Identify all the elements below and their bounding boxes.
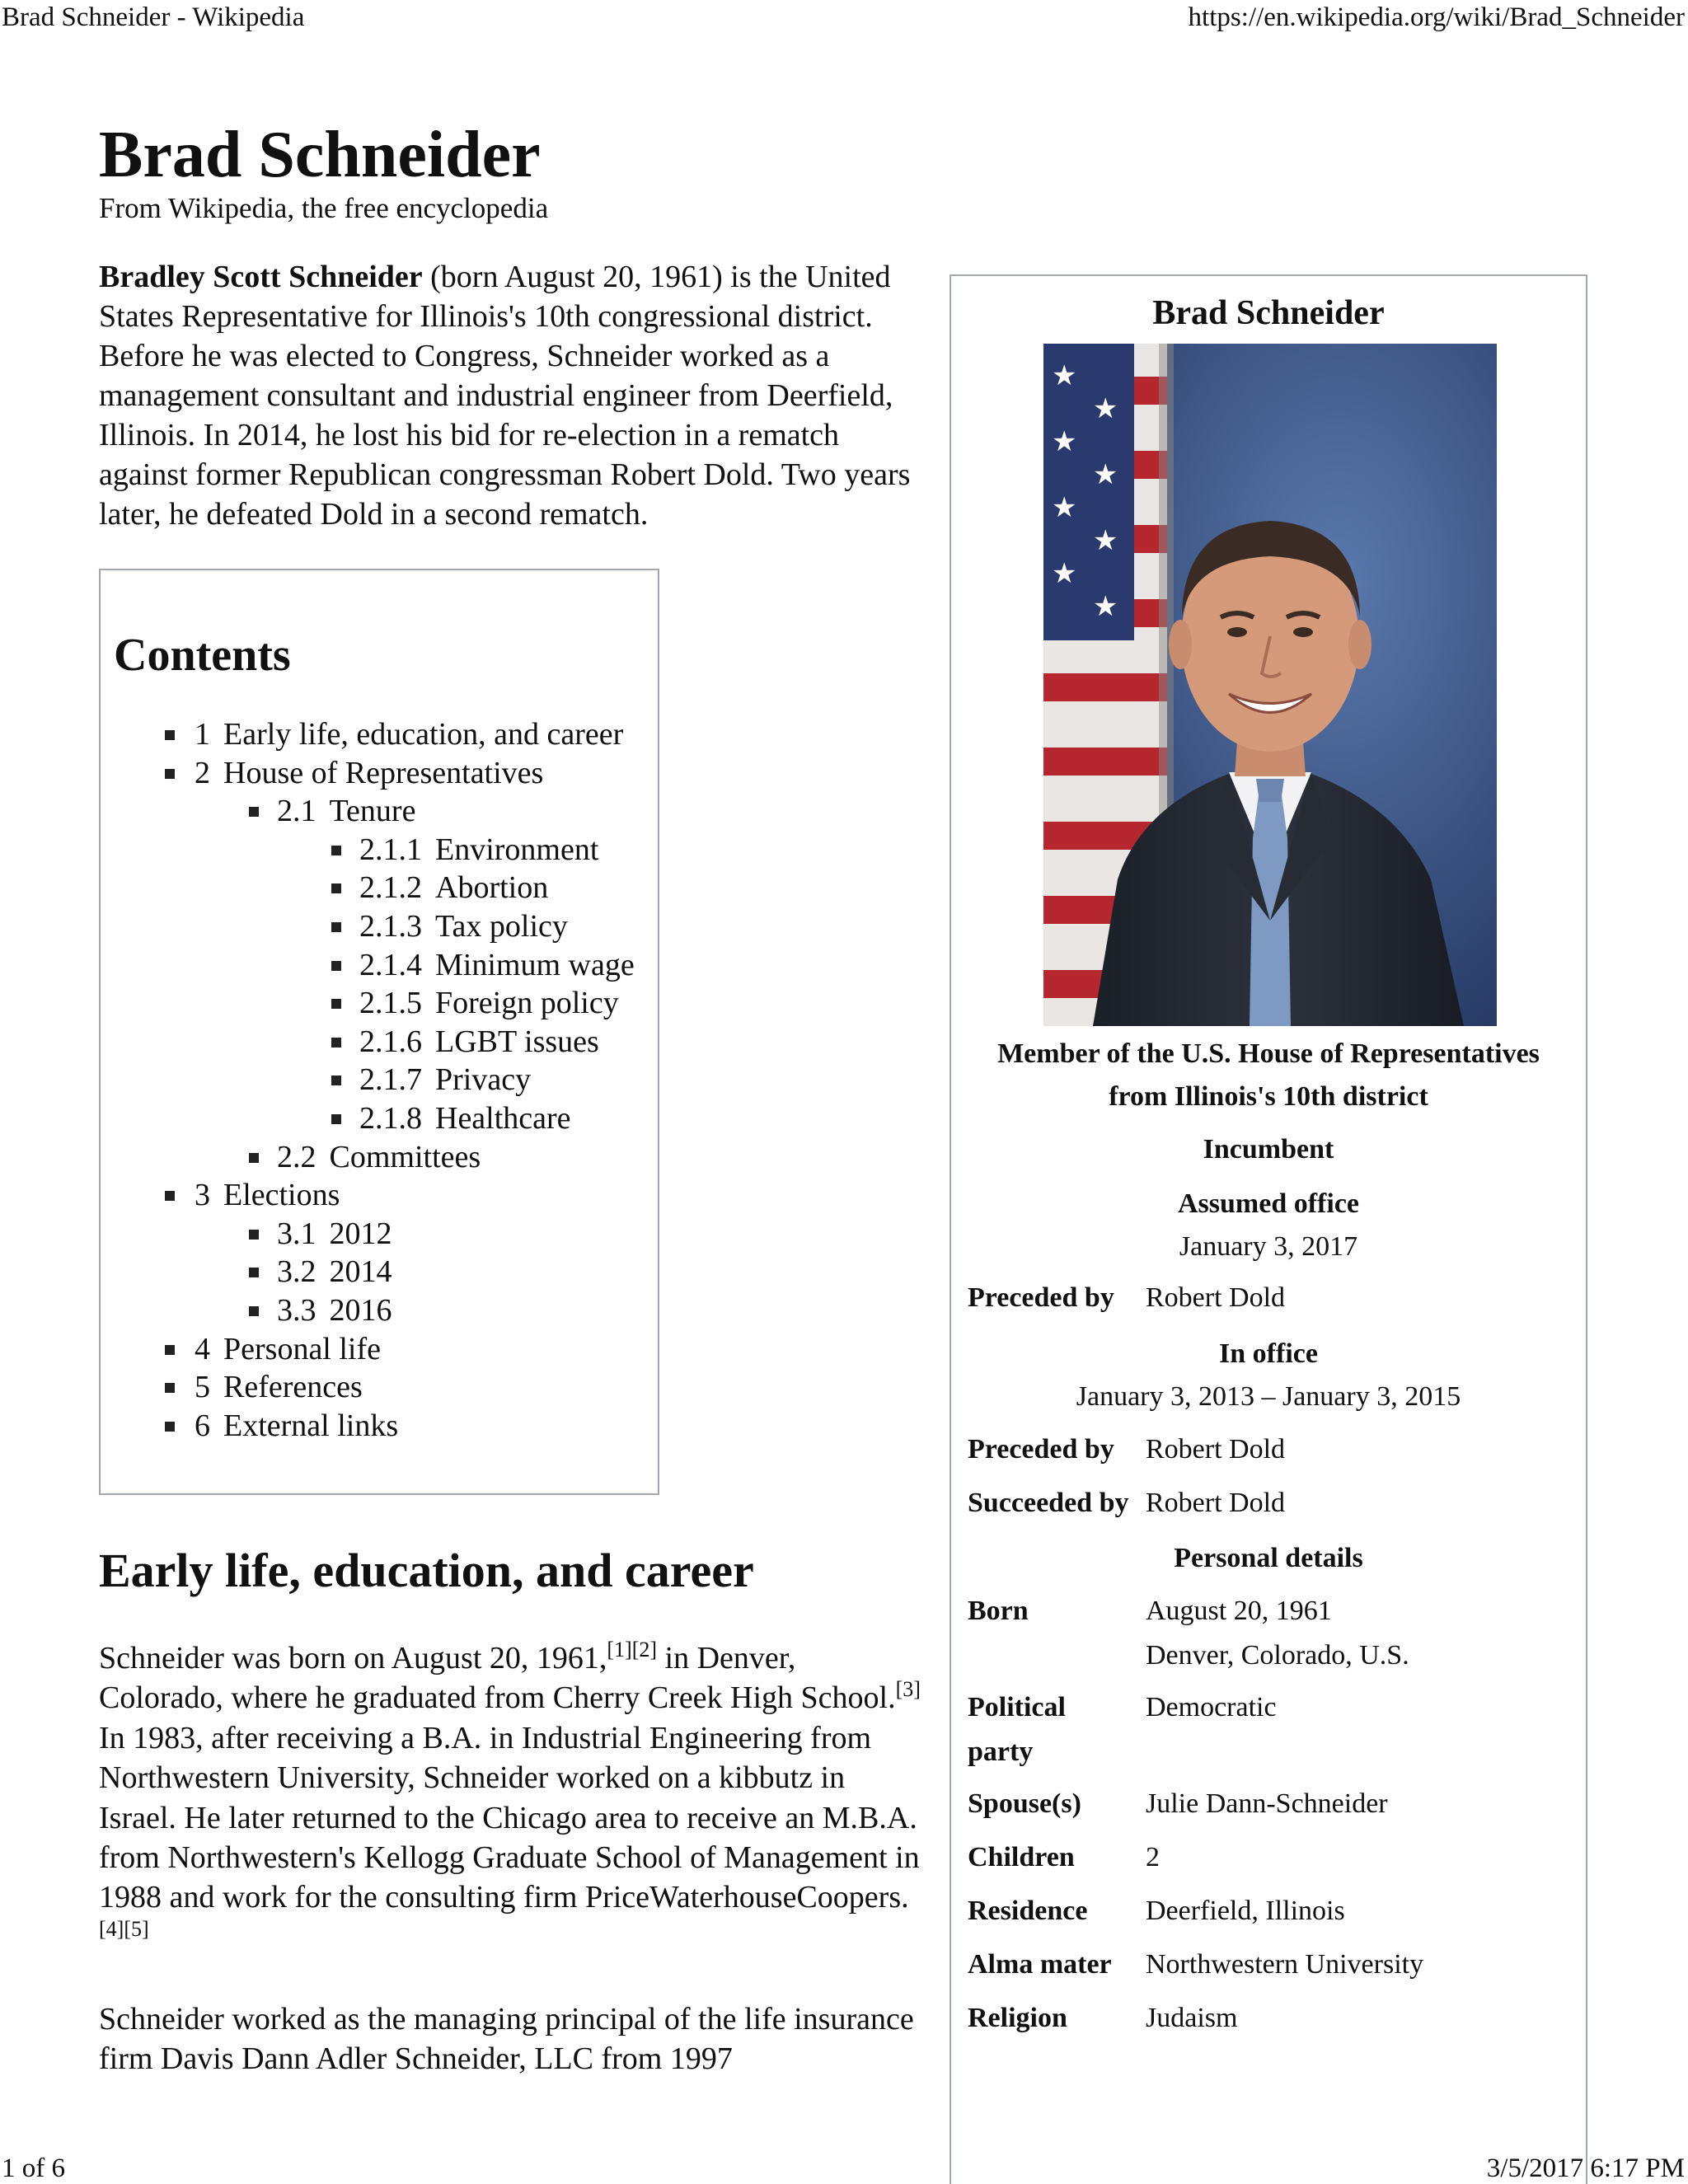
toc-item-3-2[interactable]: 3.2 2014	[101, 1253, 635, 1291]
succeeded-by-label: Succeeded by	[968, 1488, 1129, 1518]
bullet-icon	[165, 1383, 175, 1393]
infobox	[950, 274, 1587, 2184]
born-date: August 20, 1961	[1146, 1596, 1332, 1626]
toc-item-4[interactable]: 4 Personal life	[101, 1330, 635, 1369]
svg-text:★: ★	[1052, 425, 1077, 458]
religion-value[interactable]: Judaism	[1146, 2003, 1238, 2033]
print-datetime: 3/5/2017 6:17 PM	[1486, 2154, 1685, 2183]
residence-value[interactable]: Deerfield, Illinois	[1146, 1896, 1345, 1926]
bullet-icon	[331, 883, 341, 893]
party-label-line-2: party	[968, 1736, 1034, 1767]
svg-text:★: ★	[1093, 524, 1118, 557]
bullet-icon	[331, 846, 341, 855]
bullet-icon	[331, 1038, 341, 1047]
svg-text:★: ★	[1052, 557, 1077, 590]
bullet-icon	[165, 1191, 175, 1201]
alma-mater-label: Alma mater	[968, 1949, 1112, 1980]
svg-text:★: ★	[1052, 491, 1077, 524]
toc-item-2-1-8[interactable]: 2.1.8 Healthcare	[101, 1099, 635, 1138]
toc-item-2-1-1[interactable]: 2.1.1 Environment	[101, 831, 635, 869]
toc-item-2-1-6[interactable]: 2.1.6 LGBT issues	[101, 1023, 635, 1062]
toc-item-1[interactable]: 1 Early life, education, and career	[101, 715, 635, 754]
svg-text:★: ★	[1093, 590, 1118, 623]
print-header-url: https://en.wikipedia.org/wiki/Brad_Schneider	[1188, 2, 1685, 32]
bullet-icon	[249, 1153, 259, 1163]
table-of-contents	[99, 569, 659, 1495]
portrait-photo	[1043, 344, 1497, 1026]
lead-paragraph	[99, 257, 923, 534]
bullet-icon	[331, 999, 341, 1009]
toc-item-2-2[interactable]: 2.2 Committees	[101, 1138, 635, 1177]
preceded-by-label-1: Preceded by	[968, 1282, 1114, 1313]
infobox-title: Brad Schneider	[1152, 294, 1385, 332]
toc-item-2[interactable]: 2 House of Representatives	[101, 754, 635, 793]
assumed-office-label: Assumed office	[1177, 1188, 1360, 1219]
toc-item-6[interactable]: 6 External links	[101, 1407, 635, 1446]
reference-link-1[interactable]: [1]	[607, 1638, 632, 1661]
bullet-icon	[331, 1114, 341, 1124]
early-life-paragraph-2: Schneider worked as the managing principal of the life insurance firm Davis Dann Adler Schneider, LLC from 1997	[99, 2002, 914, 2077]
bullet-icon	[331, 922, 341, 932]
toc-item-2-1-5[interactable]: 2.1.5 Foreign policy	[101, 984, 635, 1023]
in-office-label: In office	[1219, 1338, 1318, 1369]
print-header-title: Brad Schneider - Wikipedia	[2, 2, 305, 32]
site-tagline: From Wikipedia, the free encyclopedia	[99, 192, 549, 224]
toc-list	[101, 715, 635, 1445]
born-place[interactable]: Denver, Colorado, U.S.	[1146, 1640, 1409, 1671]
svg-text:★: ★	[1052, 359, 1077, 392]
children-value: 2	[1146, 1842, 1160, 1872]
section-heading-early-life: Early life, education, and career	[99, 1544, 754, 1597]
bullet-icon	[165, 1422, 175, 1432]
reference-link-3[interactable]: [3]	[895, 1677, 921, 1702]
preceded-by-value-2[interactable]: Robert Dold	[1146, 1434, 1286, 1465]
toc-title: Contents	[114, 630, 291, 681]
early-life-paragraph-1: Schneider was born on August 20, 1961,[1][2] in Denver, Colorado, where he graduated from Cherry Creek High School.[3] In 1983, after receiving a B.A. in Industrial Engineering from Northwestern University, Schneider worked on a kibbutz in Israel. He later returned to the Chicago area to receive an M.B.A. from Northwestern's Kellogg Graduate School of Management in 1988 and work for the consulting firm PriceWaterhouseCoopers.[4][5]	[99, 1638, 921, 1941]
reference-link-4[interactable]: [4]	[99, 1916, 124, 1941]
reference-link-2[interactable]: [2]	[631, 1638, 658, 1661]
party-label-line-1: Political	[968, 1692, 1066, 1722]
toc-item-2-1-4[interactable]: 2.1.4 Minimum wage	[101, 946, 635, 985]
incumbent-label: Incumbent	[1203, 1134, 1334, 1165]
toc-item-3-3[interactable]: 3.3 2016	[101, 1291, 635, 1330]
party-value[interactable]: Democratic	[1146, 1692, 1277, 1722]
svg-text:★: ★	[1093, 392, 1118, 425]
in-office-dates: January 3, 2013 – January 3, 2015	[1076, 1381, 1461, 1412]
lead-bold-name: Bradley Scott Schneider	[99, 260, 423, 294]
bullet-icon	[249, 1306, 259, 1316]
succeeded-by-value[interactable]: Robert Dold	[1146, 1488, 1286, 1518]
preceded-by-value-1[interactable]: Robert Dold	[1146, 1282, 1286, 1313]
reference-link-5[interactable]: [5]	[124, 1916, 149, 1941]
preceded-by-label-2: Preceded by	[968, 1434, 1114, 1465]
office-title-line-1: Member of the U.S. House of Representatives	[997, 1038, 1540, 1069]
spouse-value: Julie Dann-Schneider	[1146, 1788, 1388, 1819]
assumed-office-date: January 3, 2017	[1179, 1231, 1358, 1262]
bullet-icon	[249, 1230, 259, 1240]
bullet-icon	[331, 961, 341, 971]
religion-label: Religion	[968, 2003, 1067, 2033]
toc-item-3-1[interactable]: 3.1 2012	[101, 1215, 635, 1254]
personal-details-header: Personal details	[1174, 1543, 1363, 1573]
alma-mater-value[interactable]: Northwestern University	[1146, 1949, 1424, 1980]
spouse-label: Spouse(s)	[968, 1788, 1081, 1819]
bullet-icon	[249, 1268, 259, 1277]
svg-text:★: ★	[1093, 458, 1118, 491]
bullet-icon	[331, 1076, 341, 1085]
born-label: Born	[968, 1596, 1029, 1626]
toc-item-5[interactable]: 5 References	[101, 1368, 635, 1407]
office-title-line-2: from Illinois's 10th district	[1109, 1081, 1428, 1112]
toc-item-2-1-2[interactable]: 2.1.2 Abortion	[101, 869, 635, 907]
toc-item-2-1-3[interactable]: 2.1.3 Tax policy	[101, 907, 635, 946]
print-page-counter: 1 of 6	[2, 2154, 65, 2183]
children-label: Children	[968, 1842, 1075, 1872]
lead-text: (born August 20, 1961) is the United States Representative for Illinois's 10th congressional district. Before he was elected to Congress, Schneider worked as a management consultant and industrial engineer from Deerfield, Illinois. In 2014, he lost his bid for re-election in a rematch against former Republican congressman Robert Dold. Two years later, he defeated Dold in a second rematch.	[99, 260, 911, 532]
toc-item-2-1-7[interactable]: 2.1.7 Privacy	[101, 1061, 635, 1099]
bullet-icon	[165, 1345, 175, 1355]
toc-item-3[interactable]: 3 Elections	[101, 1176, 635, 1215]
bullet-icon	[165, 769, 175, 779]
bullet-icon	[249, 807, 259, 817]
residence-label: Residence	[968, 1896, 1088, 1926]
toc-item-2-1[interactable]: 2.1 Tenure	[101, 792, 635, 831]
bullet-icon	[165, 730, 175, 740]
page-title: Brad Schneider	[99, 119, 541, 191]
